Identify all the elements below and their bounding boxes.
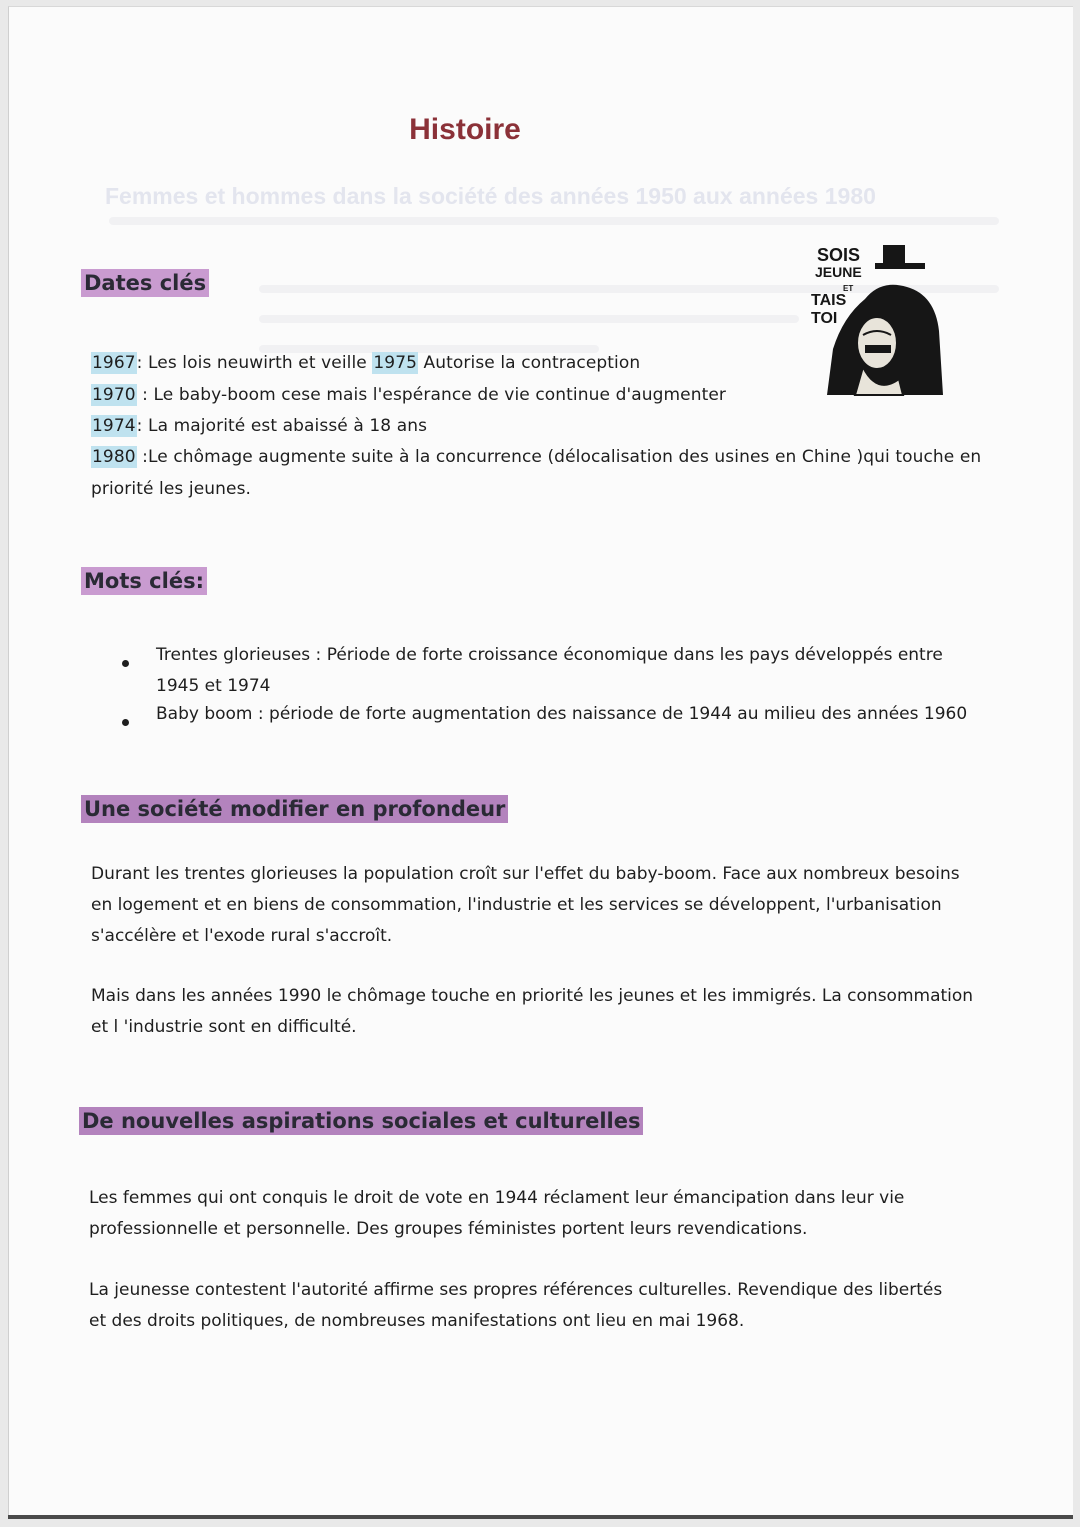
date-year: 1970 [92,385,136,405]
societe-p2-line-1: Mais dans les années 1990 le chômage touche en priorité les jeunes et les immigrés. La consommation [91,986,974,1006]
page-title: Histoire [409,113,521,146]
date-text-2: Autorise la contraception [418,353,641,373]
keyword-item-trentes-continuation: 1945 et 1974 [156,676,271,696]
societe-p1-line-1: Durant les trentes glorieuses la population croît sur l'effet du baby-boom. Face aux nombreux besoins [91,864,960,884]
date-year: 1974 [92,416,136,436]
bleed-through-line [109,217,999,225]
date-text: Le baby-boom cese mais l'espérance de vie continue d'augmenter [153,385,727,405]
poster-gag [865,345,891,353]
date-sep: : [136,447,149,467]
date-text: Les lois neuwirth et veille [148,353,373,373]
poster-text-4: TAIS [811,292,847,309]
aspirations-p1-line-1: Les femmes qui ont conquis le droit de vote en 1944 réclament leur émancipation dans leur vie [89,1188,905,1208]
date-sep: : [136,416,149,436]
section-heading-dates: Dates clés [81,269,209,297]
date-sep: : [136,385,154,405]
date-text: Le chômage augmente suite à la concurrence (délocalisation des usines en Chine )qui touche en [148,447,982,467]
date-entry-1967 [91,353,640,373]
poster-face [857,317,897,369]
bleed-through-line [259,345,599,353]
keyword-item-trentes: Trentes glorieuses : Période de forte croissance économique dans les pays développés entre [156,645,943,665]
aspirations-p2-line-2: et des droits politiques, de nombreuses manifestations ont lieu en mai 1968. [89,1311,745,1331]
date-year: 1980 [92,447,136,467]
section-heading-aspirations: De nouvelles aspirations sociales et culturelles [79,1107,643,1135]
aspirations-p1-line-2: professionnelle et personnelle. Des groupes féministes portent leurs revendications. [89,1219,808,1239]
bullet-icon [122,660,129,667]
date-entry-1974 [91,416,427,436]
date-entry-1980 [91,447,981,467]
date-entry-1980-continuation: priorité les jeunes. [91,479,252,499]
date-sep: : [136,353,149,373]
section-heading-mots: Mots clés: [81,567,207,595]
poster-text-3: ET [843,284,854,293]
poster-illustration [803,239,951,397]
societe-p1-line-2: en logement et en biens de consommation, l'industrie et les services se développent, l'urbanisation [91,895,942,915]
societe-p2-line-2: et l 'industrie sont en difficulté. [91,1017,357,1037]
poster-text-1: SOIS [817,245,861,265]
date-text: La majorité est abaissé à 18 ans [148,416,428,436]
poster-text-5: TOI [811,310,838,327]
aspirations-p2-line-1: La jeunesse contestent l'autorité affirme ses propres références culturelles. Revendique des libertés [89,1280,943,1300]
keyword-item-babyboom: Baby boom : période de forte augmentation des naissance de 1944 au milieu des années 1960 [156,704,968,724]
poster-hat-brim [875,263,925,269]
page-subtitle: Femmes et hommes dans la société des années 1950 aux années 1980 [105,183,876,209]
document-page [8,6,1073,1515]
poster-text-2: JEUNE [815,264,862,280]
date-entry-1970 [91,385,726,405]
societe-p1-line-3: s'accélère et l'exode rural s'accroît. [91,926,393,946]
bleed-through-line [259,315,799,323]
bullet-icon [122,719,129,726]
date-year: 1967 [92,353,136,373]
date-year-2: 1975 [373,353,418,373]
section-heading-societe: Une société modifier en profondeur [81,795,508,823]
